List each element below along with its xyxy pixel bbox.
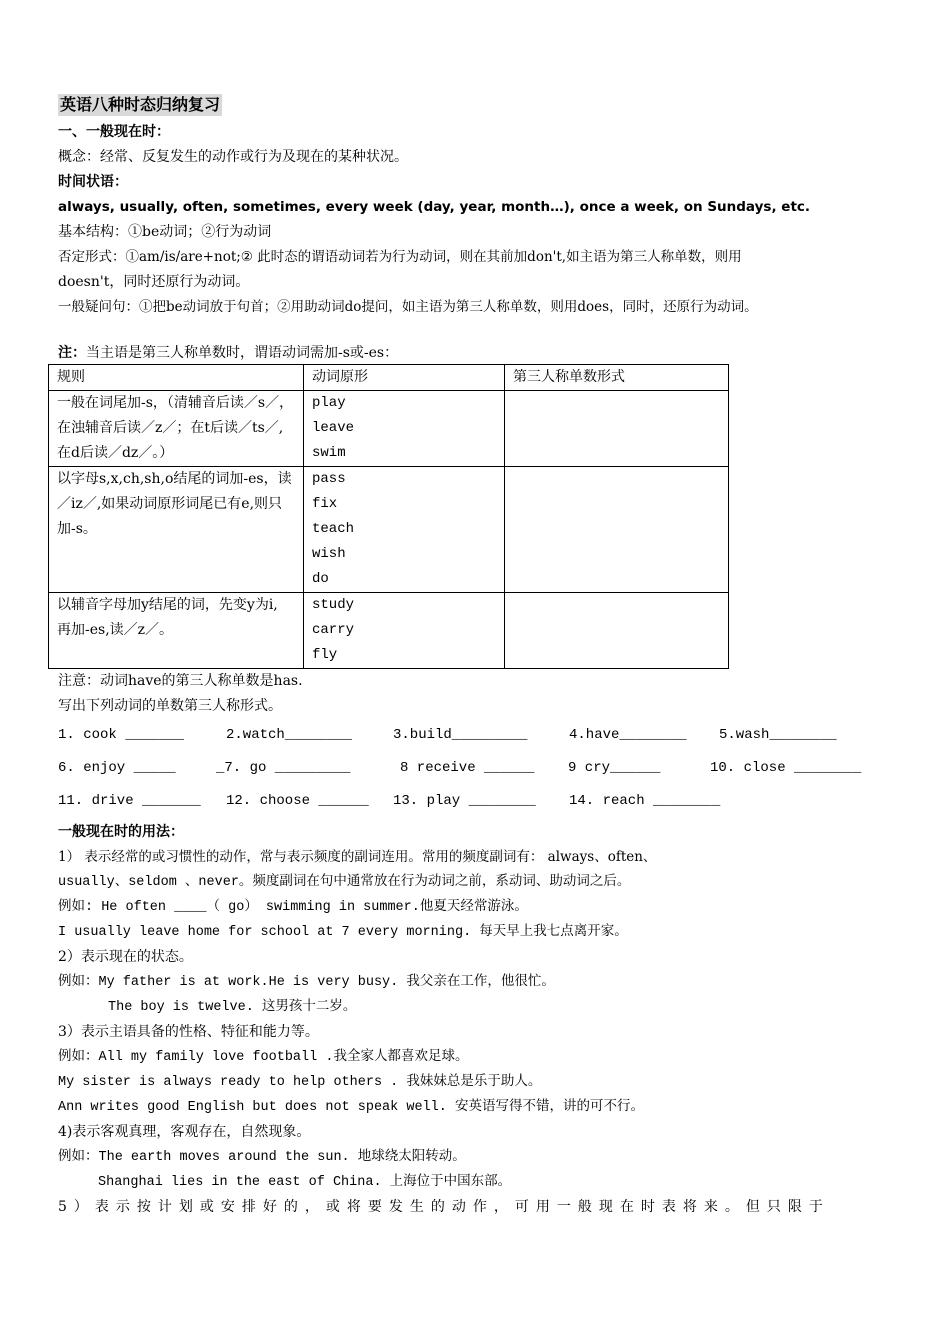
verb-item: wish [312,546,346,562]
usage-2-example2: The boy is twelve. 这男孩十二岁。 [108,1000,357,1015]
exercise-item[interactable]: 12. choose ______ [226,793,369,809]
verb-item: do [312,571,329,587]
exercise-row [58,752,893,785]
note-text: 当主语是第三人称单数时，谓语动词需加-s或-es： [86,345,399,361]
usage-3: 3）表示主语具备的性格、特征和能力等。 [58,1024,319,1040]
document-title: 英语八种时态归纳复习 [60,95,221,114]
table-row [49,593,729,669]
table-row [49,467,729,593]
exercise-item[interactable]: 4.have________ [569,727,687,743]
concept-text: 概念：经常、反复发生的动作或行为及现在的某种状况。 [58,149,408,165]
usage-5: 5）表示按计划或安排好的，或将要发生的动作，可用一般现在时表将来。但只限于 [58,1199,830,1215]
usage-1-example2: I usually leave home for school at 7 every morning. 每天早上我七点离开家。 [58,925,628,940]
usage-heading: 一般现在时的用法： [58,824,184,840]
usage-2: 2）表示现在的状态。 [58,949,193,965]
usage-1-line1: 1） 表示经常的或习惯性的动作，常与表示频度的副词连用。常用的频度副词有： always、often、 [58,849,657,865]
usage-4-example2: Shanghai lies in the east of China. 上海位于中国东部。 [98,1175,512,1190]
header-third-person: 第三人称单数形式 [505,365,729,391]
negative-form-line2: doesn't，同时还原行为动词。 [58,274,250,290]
usage-4-example1: 例如：The earth moves around the sun. 地球绕太阳转动。 [58,1150,466,1165]
usage-3-example1: 例如：All my family love football .我全家人都喜欢足球。 [58,1050,469,1065]
header-rule: 规则 [49,365,304,391]
exercise-item[interactable]: _7. go _________ [216,760,351,776]
question-form: 一般疑问句：①把be动词放于句首；②用助动词do提问，如主语为第三人称单数，则用does，同时，还原行为动词。 [58,299,758,315]
verb-item: teach [312,521,355,537]
exercise-item[interactable]: 8 receive ______ [400,760,535,776]
note-label: 注： [58,345,86,361]
verb-item: study [312,597,355,613]
exercise-item[interactable]: 6. enjoy _____ [58,760,176,776]
verb-item: fix [312,496,338,512]
rule-cell: 以字母s,x,ch,sh,o结尾的词加-es，读／iz／,如果动词原形词尾已有e,则只加-s。 [49,467,304,593]
verb-item: swim [312,445,346,461]
exercise-item[interactable]: 11. drive _______ [58,793,201,809]
usage-3-example3: Ann writes good English but does not speak well. 安英语写得不错，讲的可不行。 [58,1100,644,1115]
section-heading: 一、一般现在时： [58,124,170,140]
exercise-item[interactable]: 10. close ________ [710,760,862,776]
verb-cell [304,593,505,669]
answer-cell[interactable] [505,467,729,593]
usage-1-example1: 例如: He often ____（ go） swimming in summer.他夏天经常游泳。 [58,900,528,915]
have-note: 注意：动词have的第三人称单数是has. [58,673,303,689]
verb-item: carry [312,622,355,638]
exercise-item[interactable]: 2.watch________ [226,727,353,743]
usage-4: 4)表示客观真理，客观存在，自然现象。 [58,1124,311,1140]
document-page [58,94,893,1220]
exercise-item[interactable]: 13. play ________ [393,793,536,809]
basic-structure: 基本结构：①be动词；②行为动词 [58,224,272,240]
rule-cell: 一般在词尾加-s，（清辅音后读／s／，在浊辅音后读／z／；在t后读／ts／,在d后读／dz／。） [49,391,304,467]
answer-cell[interactable] [505,593,729,669]
exercise-item[interactable]: 1. cook _______ [58,727,185,743]
time-adverbial-label: 时间状语： [58,174,128,190]
exercise-item[interactable]: 3.build_________ [393,727,528,743]
usage-3-example2: My sister is always ready to help others . 我妹妹总是乐于助人。 [58,1075,542,1090]
header-base-form: 动词原形 [304,365,505,391]
verb-item: play [312,395,346,411]
note-line [58,342,893,364]
negative-form-line1: 否定形式：①am/is/are+not;② 此时态的谓语动词若为行为动词，则在其前加don't,如主语为第三人称单数，则用 [58,249,742,265]
exercise-item[interactable]: 5.wash________ [719,727,837,743]
usage-1-line2: usually、seldom 、never。频度副词在句中通常放在行为动词之前，系动词、助动词之后。 [58,875,631,890]
exercise-row [58,719,893,752]
rule-cell: 以辅音字母加y结尾的词，先变y为i, 再加-es,读／z／。 [49,593,304,669]
table-header-row [49,365,729,391]
verb-cell [304,391,505,467]
verb-item: pass [312,471,346,487]
verb-item: leave [312,420,355,436]
exercise-item[interactable]: 14. reach ________ [569,793,721,809]
rules-table [48,364,729,669]
verb-cell [304,467,505,593]
table-row [49,391,729,467]
exercise-item[interactable]: 9 cry______ [568,760,661,776]
exercise-instruction: 写出下列动词的单数第三人称形式。 [58,698,282,714]
exercise-row [58,785,893,818]
answer-cell[interactable] [505,391,729,467]
usage-2-example1: 例如：My father is at work.He is very busy. 我父亲在工作，他很忙。 [58,975,555,990]
time-adverbial-words: always, usually, often, sometimes, every week (day, year, month…), once a week, on Sundays, etc. [58,199,811,215]
verb-item: fly [312,647,338,663]
